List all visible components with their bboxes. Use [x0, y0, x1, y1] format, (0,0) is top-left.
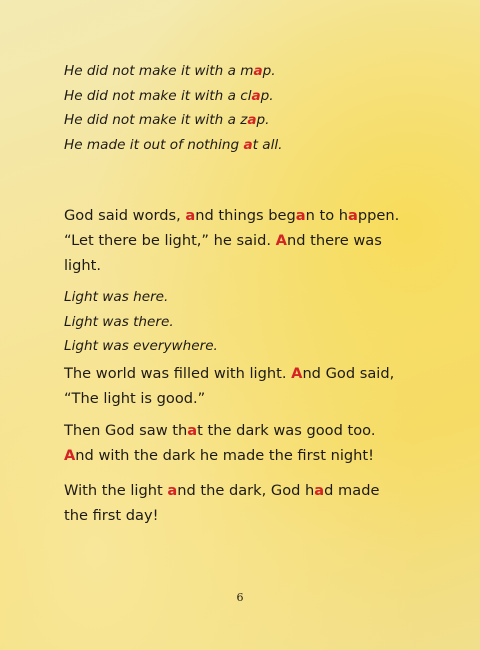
text-segment: He made it out of nothing [64, 136, 244, 153]
text-line [64, 478, 444, 503]
highlighted-letter: a [314, 482, 325, 499]
text-segment: With the light [64, 482, 168, 499]
text-segment: nd with the dark he made the first night! [75, 447, 374, 464]
text-line [64, 253, 444, 278]
text-segment: Light was here. [64, 289, 169, 305]
text-segment: nd the dark, God h [177, 482, 315, 499]
text-segment: nd there was [286, 232, 382, 249]
highlighted-letter: A [291, 365, 303, 382]
highlighted-letter: a [247, 112, 257, 128]
text-segment: d made [324, 482, 380, 499]
text-segment: “The light is good.” [64, 390, 206, 407]
text-line [64, 443, 444, 468]
text-segment: nd God said, [302, 365, 395, 382]
text-segment: nd things beg [195, 207, 296, 224]
text-line [64, 361, 444, 386]
text-segment: God said words, [64, 207, 186, 224]
text-segment: The world was filled with light. [64, 365, 292, 382]
highlighted-letter: a [348, 207, 358, 224]
text-segment: “Let there be light,” he said. [64, 232, 276, 249]
stanza-not-with-a-map [64, 59, 283, 157]
text-line [64, 503, 444, 528]
text-segment: He did not make it with a m [64, 63, 254, 79]
text-line [64, 59, 283, 84]
highlighted-letter: A [275, 232, 287, 249]
text-segment: He did not make it with a z [64, 112, 248, 128]
text-segment: Then God saw th [64, 422, 188, 439]
paragraph-dark-was-good [64, 418, 444, 468]
text-segment: light. [64, 257, 101, 274]
text-line [64, 285, 218, 310]
page-number: 6 [236, 591, 244, 604]
highlighted-letter: a [295, 207, 306, 224]
text-segment: the first day! [64, 507, 159, 524]
text-segment: p. [262, 63, 276, 79]
paragraph-let-there-be-light [64, 203, 444, 278]
text-line [64, 108, 283, 133]
text-line [64, 310, 218, 335]
paragraph-world-filled-with-light [64, 361, 444, 411]
text-line [64, 133, 283, 158]
text-segment: ppen. [357, 207, 400, 224]
text-line [64, 228, 444, 253]
paragraph-first-day [64, 478, 444, 528]
text-line [64, 84, 283, 109]
text-segment: p. [260, 87, 274, 104]
text-segment: He did not make it with a cl [64, 87, 252, 104]
text-segment: Light was there. [64, 313, 174, 330]
text-segment: t all. [252, 136, 283, 153]
highlighted-letter: a [251, 87, 261, 104]
text-line [64, 418, 444, 443]
highlighted-letter: a [185, 207, 196, 224]
text-segment: Light was everywhere. [64, 338, 218, 354]
text-line [64, 203, 444, 228]
highlighted-letter: a [253, 63, 263, 79]
highlighted-letter: A [64, 447, 76, 464]
text-segment: t the dark was good too. [197, 422, 376, 439]
stanza-light-everywhere [64, 285, 218, 359]
text-segment: n to h [305, 207, 349, 224]
text-line [64, 386, 444, 411]
highlighted-letter: a [187, 422, 198, 439]
highlighted-letter: a [243, 136, 253, 153]
highlighted-letter: a [167, 482, 178, 499]
text-segment: p. [256, 112, 270, 128]
text-line [64, 334, 218, 359]
